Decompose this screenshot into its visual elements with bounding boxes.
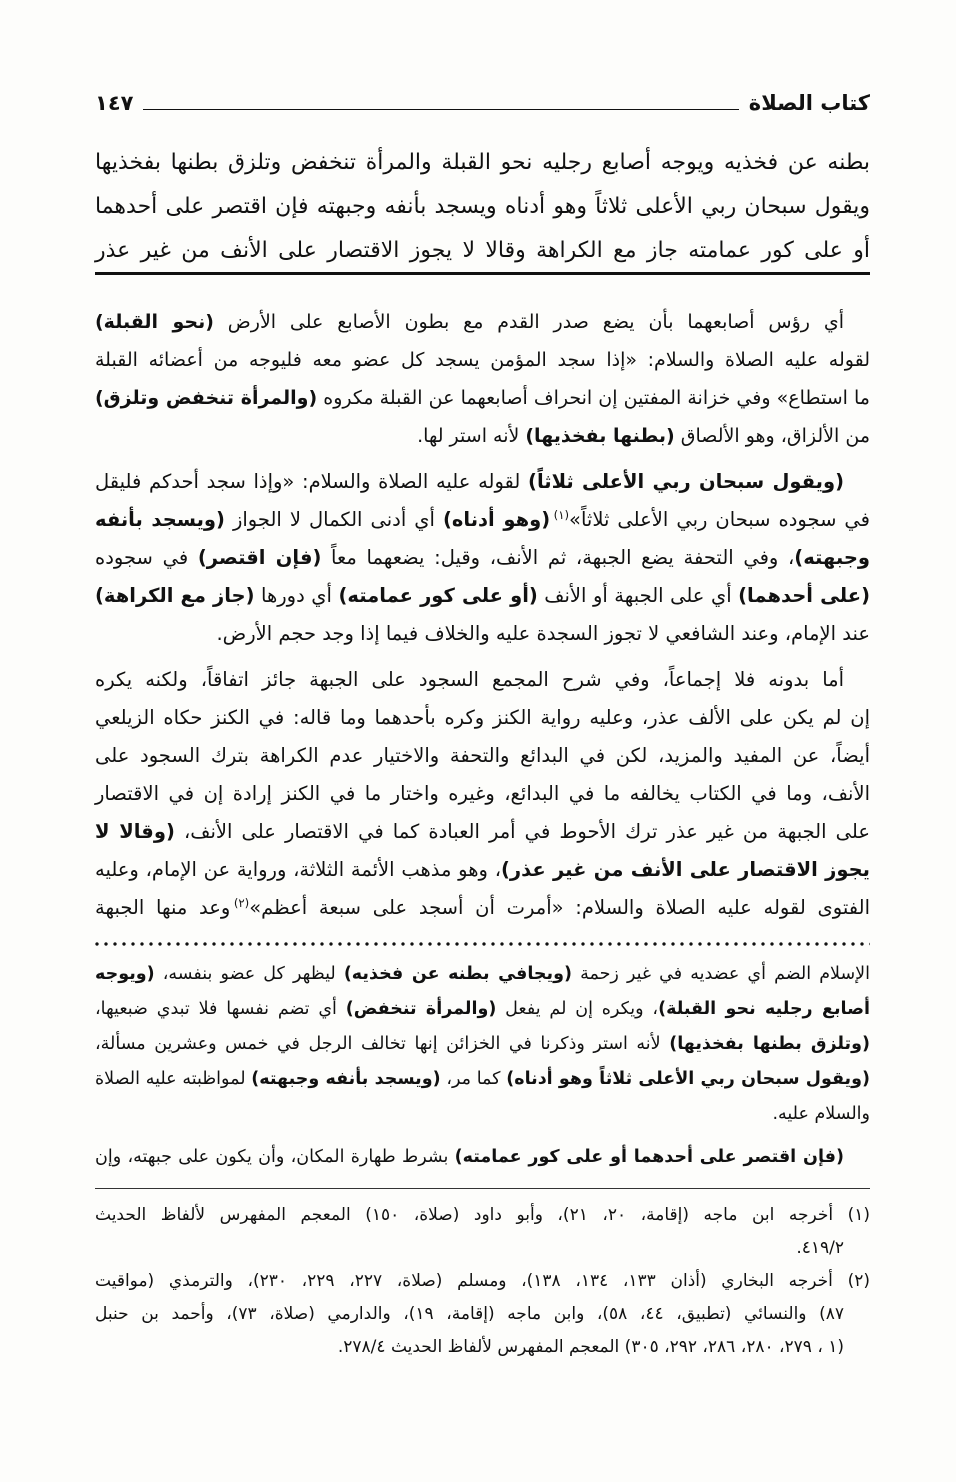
text-line xyxy=(95,379,870,417)
text-run: أي رؤس أصابعهما بأن يضع صدر القدم مع بطون الأصابع على الأرض xyxy=(213,311,844,333)
text-run: بشرط طهارة المكان، وأن يكون على جبهته، وإن xyxy=(95,1147,455,1167)
text-run: الإسلام الضم أي عضديه في غير زحمة xyxy=(571,964,870,984)
text-line xyxy=(95,501,870,539)
quoted-matn: (فإن اقتصر على أحدهما أو على كور عمامته) xyxy=(454,1147,844,1167)
text-run: إن لم يكن على الألف عذر، وعليه رواية الكنز وكره بأحدهما وما قاله: في الكنز حكاه الزيلعي xyxy=(95,706,870,729)
text-run: أي على الجبهة أو الأنف xyxy=(537,584,739,607)
text-run: لقوله عليه الصلاة والسلام: «وإذا سجد أحدكم فليقل xyxy=(95,470,529,493)
text-run: لقوله عليه الصلاة والسلام: «إذا سجد المؤمن يسجد كل عضو معه فليوجه من أعضائه القبلة xyxy=(95,349,870,371)
text-run: أي أدنى الكمال لا الجواز xyxy=(224,508,443,531)
quoted-matn: (وقالا لا xyxy=(95,820,175,843)
text-run: ٤١٩/٢. xyxy=(796,1238,844,1258)
text-line xyxy=(95,1140,870,1175)
text-run: ويقول سبحان ربي الأعلى ثلاثاً وهو أدناه ويسجد بأنفه وجبهته فإن اقتصر على أحدهما xyxy=(95,194,870,219)
text-run: (٢) أخرجه البخاري (أذان ١٣٣، ١٣٤، ١٣٨)، ومسلم (صلاة، ٢٢٧، ٢٢٩، ٢٣٠)، والترمذي (مواقيت xyxy=(95,1271,870,1291)
text-line xyxy=(95,539,870,577)
text-run: لمواظبته عليه الصلاة xyxy=(95,1069,252,1089)
commentary-paragraph xyxy=(95,661,870,927)
text-run: على الجبهة من غير عذر ترك الأحوط في أمر العبادة كما في الاقتصار على الأنف، xyxy=(174,820,870,843)
text-line xyxy=(95,737,870,775)
text-run: بطنه عن فخذيه ويوجه أصابع رجليه نحو القبلة والمرأة تنخفض وتلزق بطنها بفخذيها xyxy=(95,150,870,175)
text-run: أيضاً، عن المفيد والمزيد، لكن في البدائع والتحفة والاختيار عدم الكراهة بترك السجود على xyxy=(95,744,870,767)
text-run: عند الإمام، وعند الشافعي لا تجوز السجدة عليه والخلاف فيما إذا وجد حجم الأرض. xyxy=(216,622,870,645)
quoted-matn: (بطنها بفخذيها) xyxy=(525,425,675,447)
text-run: ليظهر كل عضو بنفسه، xyxy=(154,964,344,984)
text-line xyxy=(95,813,870,851)
text-run: الأنف، وما في الكتاب يخالفه ما في البدائع، وغيره واختار ما في الكنز إرادة إن في الاقتصار xyxy=(95,782,870,805)
text-line xyxy=(95,992,870,1027)
text-run: (١ ، ٢٧٩، ٢٨٠، ٢٨٦، ٢٩٢، ٣٠٥) المعجم المفهرس لألفاظ الحديث ٢٧٨/٤. xyxy=(337,1337,844,1357)
chapter-title: كتاب الصلاة xyxy=(748,91,870,115)
text-line xyxy=(95,851,870,889)
text-line xyxy=(95,957,870,992)
quoted-matn: (نحو القبلة) xyxy=(95,311,214,333)
text-line xyxy=(95,417,870,455)
text-run: ٨٧) والنسائي (تطبيق، ٤٤، ٥٨)، وابن ماجه (إقامة، ١٩)، والدارمي (صلاة، ٧٣)، وأحمد بن حنبل xyxy=(95,1304,845,1324)
text-line xyxy=(95,1199,870,1232)
text-run: ما استطاع» وفي خزانة المفتين إن انحراف أصابعهما عن القبلة مكروه xyxy=(317,387,870,409)
page-number: ١٤٧ xyxy=(95,91,134,115)
text-line xyxy=(95,1062,870,1097)
text-run: (١) أخرجه ابن ماجه (إقامة، ٢٠، ٢١)، وأبو داود (صلاة، ١٥٠) المعجم المفهرس لألفاظ الحديث xyxy=(95,1205,871,1225)
footnote-1 xyxy=(95,1199,870,1265)
dotted-divider xyxy=(95,942,870,946)
text-run: أي دورها xyxy=(254,584,339,607)
text-run: أو على كور عمامته جاز مع الكراهة وقالا لا يجوز الاقتصار على الأنف من غير عذر xyxy=(95,238,870,263)
quoted-matn: (ويقول سبحان ربي الأعلى ثلاثاً) xyxy=(528,470,844,493)
header-rule xyxy=(143,109,738,110)
commentary-paragraph xyxy=(95,463,870,653)
text-line xyxy=(95,463,870,501)
text-run: في سجوده سبحان ربي الأعلى ثلاثاً» xyxy=(569,508,871,531)
text-line xyxy=(95,615,870,653)
quoted-matn: (على أحدهما) xyxy=(738,584,870,607)
text-line xyxy=(95,341,870,379)
text-line xyxy=(95,303,870,341)
text-run: لأنه استر لها. xyxy=(417,425,526,447)
text-run: في سجوده xyxy=(95,546,198,569)
quoted-matn: (ويوجه xyxy=(95,964,155,984)
text-line xyxy=(95,775,870,813)
text-line xyxy=(95,1027,870,1062)
text-line xyxy=(95,699,870,737)
quoted-matn: (ويقول سبحان ربي الأعلى ثلاثاً وهو أدناه) xyxy=(506,1069,871,1089)
text-line xyxy=(95,1232,870,1265)
footnote-rule xyxy=(95,1188,870,1189)
text-line xyxy=(95,1298,870,1331)
quoted-matn: (وهو أدناه) xyxy=(442,508,551,531)
quoted-matn: (أو على كور عمامته) xyxy=(338,584,538,607)
text-run: والسلام عليه. xyxy=(772,1104,870,1124)
text-run: كما مر، xyxy=(440,1069,507,1089)
text-line xyxy=(95,229,870,273)
lower-commentary xyxy=(95,957,870,1175)
text-run: وعد منها الجبهة xyxy=(95,896,231,919)
footnote-ref: (١) xyxy=(553,507,570,522)
quoted-matn: (ويجافي بطنه عن فخذيه) xyxy=(343,964,572,984)
text-run: أما بدونه فلا إجماعاً، وفي شرح المجمع السجود على الجبهة جائز اتفاقاً، ولكنه يكره xyxy=(95,668,844,691)
commentary-paragraph xyxy=(95,957,870,1132)
main-text xyxy=(95,141,870,273)
running-header xyxy=(95,86,870,120)
quoted-matn: (ويسجد بأنفه وجبهته) xyxy=(251,1069,441,1089)
commentary-paragraph xyxy=(95,303,870,455)
quoted-matn: (والمرأة تنخفض وتلزق) xyxy=(95,387,318,409)
commentary-paragraph xyxy=(95,1140,870,1175)
text-line xyxy=(95,661,870,699)
quoted-matn: أصابع رجليه نحو القبلة) xyxy=(658,999,871,1019)
text-run: ، وهو مذهب الأئمة الثلاثة، ورواية عن الإمام، وعليه xyxy=(95,858,501,881)
text-run: ، وفي التحفة يضع الجبهة، ثم الأنف، وقيل: يضعهما معاً xyxy=(321,546,795,569)
text-run: لأنه استر وذكرنا في الخزائن إنها تخالف الرجل في خمس وعشرين مسألة، xyxy=(95,1034,670,1054)
quoted-matn: (والمرأة تنخفض) xyxy=(345,999,497,1019)
text-run: الفتوى لقوله عليه الصلاة والسلام: «أمرت أن أسجد على سبعة أعظم» xyxy=(249,896,870,919)
quoted-matn: (فإن اقتصر) xyxy=(197,546,322,569)
footnote-ref: (٢) xyxy=(233,895,250,910)
quoted-matn: (جاز مع الكراهة) xyxy=(95,584,255,607)
quoted-matn: وجبهته) xyxy=(794,546,871,569)
quoted-matn: (ويسجد بأنفه xyxy=(95,508,225,531)
text-line xyxy=(95,1097,870,1132)
quoted-matn: يجوز الاقتصار على الأنف من غير عذر) xyxy=(501,858,870,881)
text-run: ، ويكره إن لم يفعل xyxy=(496,999,659,1019)
text-line xyxy=(95,185,870,229)
quoted-matn: (وتلزق بطنها بفخذيها) xyxy=(669,1034,871,1054)
upper-commentary xyxy=(95,303,870,927)
footnotes xyxy=(95,1199,870,1364)
text-line xyxy=(95,1265,870,1298)
text-run: أي تضم نفسها فلا تبدي ضبعيها، xyxy=(95,999,346,1019)
text-line xyxy=(95,577,870,615)
footnote-2 xyxy=(95,1265,870,1364)
text-line xyxy=(95,889,870,927)
text-line xyxy=(95,141,870,185)
text-run: من الألزاق، وهو الألصاق xyxy=(674,425,870,447)
text-line xyxy=(95,1331,870,1364)
main-text-divider xyxy=(95,272,870,275)
